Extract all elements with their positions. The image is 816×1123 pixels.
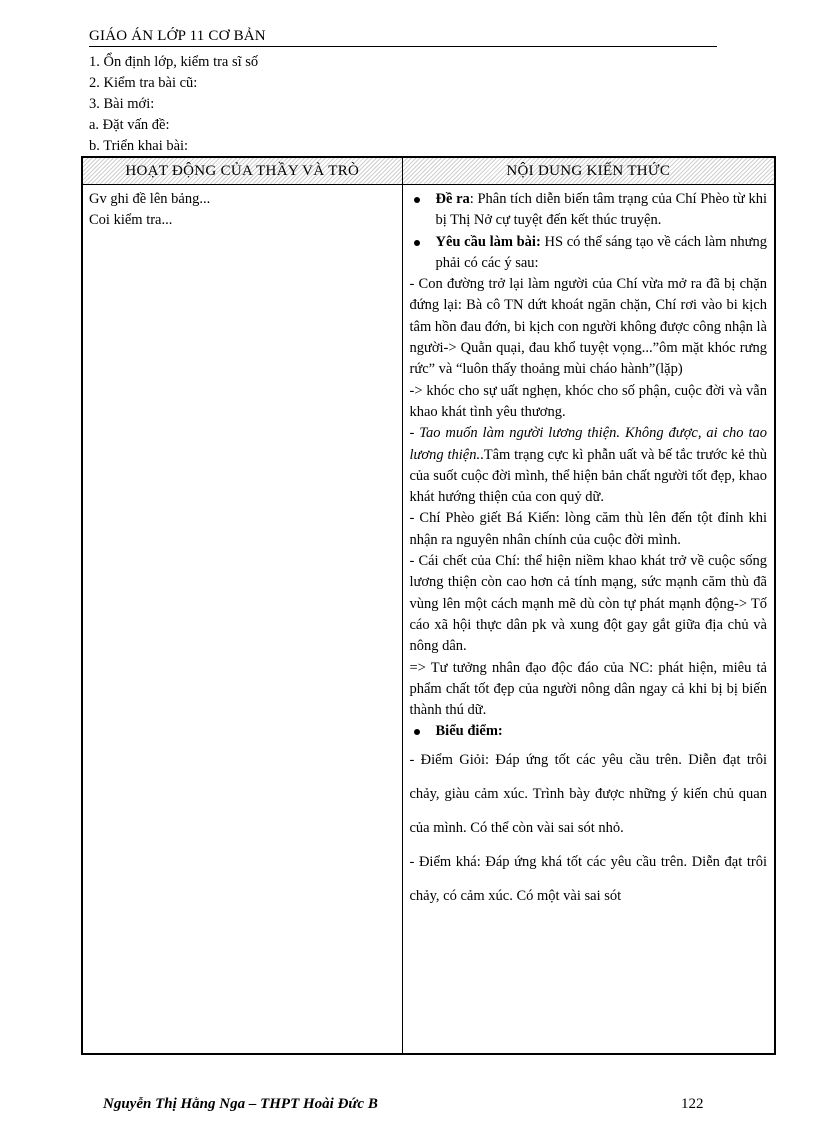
content-paragraph-1: - Con đường trở lại làm người của Chí vừa mở ra đã bị chặn đứng lại: Bà cô TN dứt khoát ngăn chặn, Chí rơi vào bi kịch tâm hồn đau đớn, bi kịch con người không được công nhận là người-> Quằn quại, đau khổ tuyệt vọng...”ôm mặt khóc rưng rức” và “luôn thấy thoảng mùi cháo hành”(lặp) bbox=[409, 276, 767, 378]
step-2: 2. Kiểm tra bài cũ: bbox=[89, 75, 198, 91]
activity-cell bbox=[82, 185, 402, 1055]
step-a: a. Đặt vấn đề: bbox=[89, 117, 170, 133]
lesson-steps bbox=[89, 52, 258, 157]
content-paragraph-6: => Tư tưởng nhân đạo độc đáo của NC: phát hiện, miêu tả phẩm chất tốt đẹp của người nông dân ngay cả khi bị bị biến thành thú dữ. bbox=[409, 659, 767, 719]
quote-italic: - Tao muốn làm người lương thiện. Không được, ai cho tao lương thiện. bbox=[409, 425, 767, 463]
step-1: 1. Ổn định lớp, kiểm tra sĩ số bbox=[89, 54, 259, 70]
step-3: 3. Bài mới: bbox=[89, 96, 155, 112]
document-header: GIÁO ÁN LỚP 11 CƠ BẢN bbox=[89, 28, 717, 47]
activity-line-1: Gv ghi đề lên bảng... bbox=[89, 191, 211, 207]
lesson-table bbox=[81, 156, 776, 1055]
content-paragraph-4: - Chí Phèo giết Bá Kiến: lòng căm thù lên đến tột đỉnh khi nhận ra nguyên nhân chính của cuộc đời mình. bbox=[409, 510, 767, 548]
scoring-bullet bbox=[410, 721, 768, 742]
requirements-bullet bbox=[410, 232, 768, 275]
activity-line-2: Coi kiểm tra... bbox=[89, 212, 173, 229]
scoring-label: Biểu điểm: bbox=[435, 723, 503, 740]
table-row bbox=[82, 185, 775, 1055]
score-excellent: - Điểm Giỏi: Đáp ứng tốt các yêu cầu trên. Diễn đạt trôi chảy, giàu cảm xúc. Trình bày được những ý kiến chủ quan của mình. Có thể còn vài sai sót nhỏ. bbox=[409, 751, 767, 836]
footer-author: Nguyễn Thị Hằng Nga – THPT Hoài Đức B bbox=[103, 1096, 378, 1112]
paragraph-3-text: .Tâm trạng cực kì phẫn uất và bế tắc trước kẻ thù của suốt cuộc đời mình, thể hiện bản chất người tốt đẹp, khao khát hướng thiện của con quỷ dữ. bbox=[409, 446, 767, 506]
topic-text: : Phân tích diễn biến tâm trạng của Chí Phèo từ khi bị Thị Nở cự tuyệt đến kết thúc truyện. bbox=[435, 191, 767, 229]
score-good-clip bbox=[409, 845, 768, 904]
step-b: b. Triển khai bài: bbox=[89, 138, 189, 154]
table-header-row bbox=[82, 157, 775, 185]
content-cell bbox=[402, 185, 775, 1055]
activity-column-header: HOẠT ĐỘNG CỦA THẦY VÀ TRÒ bbox=[82, 157, 402, 185]
score-good: - Điểm khá: Đáp ứng khá tốt các yêu cầu trên. Diễn đạt trôi chảy, có cảm xúc. Có một vài sai sót bbox=[409, 853, 767, 904]
topic-label: Đề ra bbox=[435, 191, 470, 207]
requirements-label: Yêu cầu làm bài: bbox=[435, 233, 541, 250]
content-paragraph-3 bbox=[410, 423, 768, 508]
content-paragraph-5: - Cái chết của Chí: thể hiện niềm khao khát trở về cuộc sống lương thiện còn cao hơn cả tính mạng, sức mạnh căm thù đã vùng lên một cách mạnh mẽ dù còn tự phát mạnh động-> Tố cáo xã hội thực dân pk và xung đột gay gắt giữa địa chủ và nông dân. bbox=[409, 553, 767, 655]
requirements-text: HS có thể sáng tạo về cách làm nhưng phải có các ý sau: bbox=[435, 233, 767, 271]
content-column-header: NỘI DUNG KIẾN THỨC bbox=[402, 157, 775, 185]
topic-bullet bbox=[410, 189, 768, 232]
content-paragraph-2: -> khóc cho sự uất nghẹn, khóc cho số phận, cuộc đời và vẫn khao khát tình yêu thương. bbox=[409, 382, 767, 420]
page-number: 122 bbox=[681, 1096, 704, 1112]
